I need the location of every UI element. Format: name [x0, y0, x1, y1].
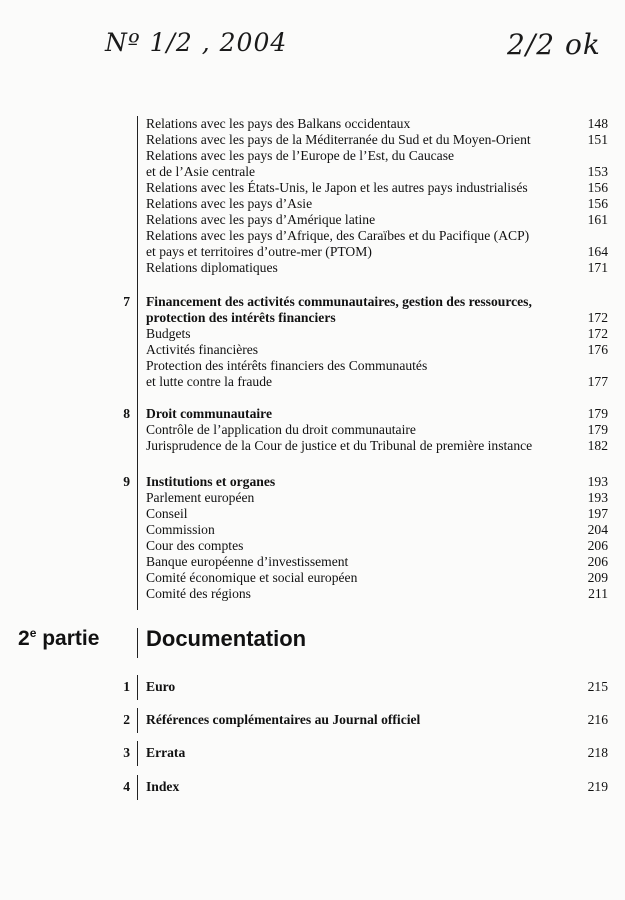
part-label: 2e partie [18, 626, 100, 650]
part1-vertical-rule [137, 116, 138, 610]
toc-entry-page-number: 151 [587, 132, 608, 147]
toc-entry[interactable] [146, 374, 608, 390]
toc-entry-page-number: 164 [587, 244, 608, 259]
toc-entry[interactable] [146, 244, 608, 260]
toc-entry-text: Jurisprudence de la Cour de justice et du Tribunal de première instance [146, 438, 533, 453]
toc-entry-page-number: 161 [587, 212, 608, 227]
toc-entry-text: Cour des comptes [146, 538, 244, 553]
toc-entry[interactable] [146, 570, 608, 586]
chapter-number: 7 [123, 294, 130, 309]
toc-entry-text: Protection des intérêts financiers des Communautés [146, 358, 428, 373]
toc-entry-text: Commission [146, 522, 215, 537]
toc-entry-text: Conseil [146, 506, 188, 521]
chapter-title-page-number: 179 [587, 406, 608, 421]
toc-entry[interactable] [146, 180, 608, 196]
toc-entry-page-number: 156 [587, 180, 608, 195]
toc-entry[interactable] [146, 326, 608, 342]
toc-entry-text: Relations avec les pays de l’Europe de l’Est, du Caucase [146, 148, 455, 163]
toc-entry-text: Comité des régions [146, 586, 251, 601]
chapter-title-text: Institutions et organes [146, 474, 276, 489]
toc-entry-page-number: 211 [588, 586, 608, 601]
part2-chapter-title-page-number: 215 [587, 679, 608, 694]
chapter-title[interactable] [146, 474, 608, 490]
chapter-number: 8 [123, 406, 130, 421]
chapter-number: 9 [123, 474, 130, 489]
toc-entry-page-number: 177 [587, 374, 608, 389]
toc-entry-text: Relations avec les pays d’Afrique, des Caraïbes et du Pacifique (ACP) [146, 228, 530, 243]
part2-chapter-rule-3 [137, 741, 138, 766]
toc-entry-text: Relations avec les pays d’Asie [146, 196, 313, 211]
part2-chapter-rule-1 [137, 675, 138, 700]
toc-entry-text: Banque européenne d’investissement [146, 554, 349, 569]
chapter-title-page-number: 193 [587, 474, 608, 489]
part2-chapter-title-page-number: 218 [587, 745, 608, 760]
toc-entry-page-number: 204 [587, 522, 608, 537]
toc-entry-text: Parlement européen [146, 490, 255, 505]
toc-entry[interactable] [146, 538, 608, 554]
toc-entry[interactable] [146, 586, 608, 602]
part2-chapter-number: 4 [123, 779, 130, 794]
toc-entry[interactable] [146, 438, 608, 454]
toc-entry[interactable] [146, 490, 608, 506]
handwritten-note-left: Nº 1/2 , 2004 [105, 28, 288, 57]
part2-chapter-title[interactable] [146, 712, 608, 728]
toc-entry-page-number: 206 [587, 538, 608, 553]
toc-entry-text: Contrôle de l’application du droit communautaire [146, 422, 416, 437]
toc-entry-page-number: 193 [587, 490, 608, 505]
toc-entry-text: Budgets [146, 326, 191, 341]
toc-entry-text: Relations avec les États-Unis, le Japon et les autres pays industrialisés [146, 180, 528, 195]
toc-entry-page-number: 148 [587, 116, 608, 131]
chapter-title-text: protection des intérêts financiers [146, 310, 336, 325]
toc-entry-text: et de l’Asie centrale [146, 164, 256, 179]
toc-entry-text: et lutte contre la fraude [146, 374, 273, 389]
part2-chapter-title-text: Errata [146, 745, 186, 760]
part2-chapter-number: 2 [123, 712, 130, 727]
part2-chapter-title[interactable] [146, 745, 608, 761]
toc-entry-text: Relations avec les pays d’Amérique latine [146, 212, 376, 227]
toc-entry[interactable] [146, 342, 608, 358]
toc-entry[interactable] [146, 196, 608, 212]
toc-entry-page-number: 153 [587, 164, 608, 179]
chapter-title[interactable] [146, 406, 608, 422]
part-title: Documentation [146, 626, 307, 651]
toc-entry-text: Activités financières [146, 342, 259, 357]
toc-entry[interactable] [146, 506, 608, 522]
toc-entry[interactable] [146, 522, 608, 538]
toc-entry[interactable] [146, 116, 608, 132]
part2-chapter-number: 1 [123, 679, 130, 694]
toc-entry-page-number: 209 [587, 570, 608, 585]
chapter-title-text: Droit communautaire [146, 406, 272, 421]
toc-entry-page-number: 156 [587, 196, 608, 211]
part2-chapter-title[interactable] [146, 679, 608, 695]
toc-entry-page-number: 197 [587, 506, 608, 521]
toc-entry-text: Comité économique et social européen [146, 570, 358, 585]
toc-entry-page-number: 206 [587, 554, 608, 569]
toc-entry-page-number: 171 [587, 260, 608, 275]
toc-entry[interactable] [146, 148, 608, 164]
toc-entry-page-number: 182 [587, 438, 608, 453]
toc-entry-page-number: 179 [587, 422, 608, 437]
chapter-title[interactable] [146, 294, 608, 310]
toc-entry-page-number: 176 [587, 342, 608, 357]
toc-entry[interactable] [146, 212, 608, 228]
chapter-title-text: Financement des activités communautaires, gestion des ressources, [146, 294, 532, 309]
toc-entry[interactable] [146, 260, 608, 276]
toc-entry-text: Relations diplomatiques [146, 260, 278, 275]
toc-entry[interactable] [146, 554, 608, 570]
part2-chapter-title-text: Euro [146, 679, 176, 694]
part2-chapter-title-text: Références complémentaires au Journal officiel [146, 712, 421, 727]
part2-chapter-rule-2 [137, 708, 138, 733]
toc-entry[interactable] [146, 164, 608, 180]
handwritten-note-right: 2/2 ok [507, 28, 601, 61]
toc-entry[interactable] [146, 228, 608, 244]
part2-chapter-title-text: Index [146, 779, 180, 794]
part2-chapter-title-page-number: 216 [587, 712, 608, 727]
toc-entry-text: et pays et territoires d’outre-mer (PTOM) [146, 244, 372, 259]
part2-chapter-title-page-number: 219 [587, 779, 608, 794]
toc-entry-page-number: 172 [587, 326, 608, 341]
part2-chapter-rule-4 [137, 775, 138, 800]
toc-entry-text: Relations avec les pays des Balkans occidentaux [146, 116, 411, 131]
toc-entry-text: Relations avec les pays de la Méditerranée du Sud et du Moyen-Orient [146, 132, 531, 147]
part2-title-rule [137, 628, 138, 658]
toc-entry[interactable] [146, 132, 608, 148]
toc-entry[interactable] [146, 422, 608, 438]
chapter-title-page-number: 172 [587, 310, 608, 325]
toc-entry[interactable] [146, 358, 608, 374]
part2-chapter-title[interactable] [146, 779, 608, 795]
chapter-title[interactable] [146, 310, 608, 326]
part2-chapter-number: 3 [123, 745, 130, 760]
